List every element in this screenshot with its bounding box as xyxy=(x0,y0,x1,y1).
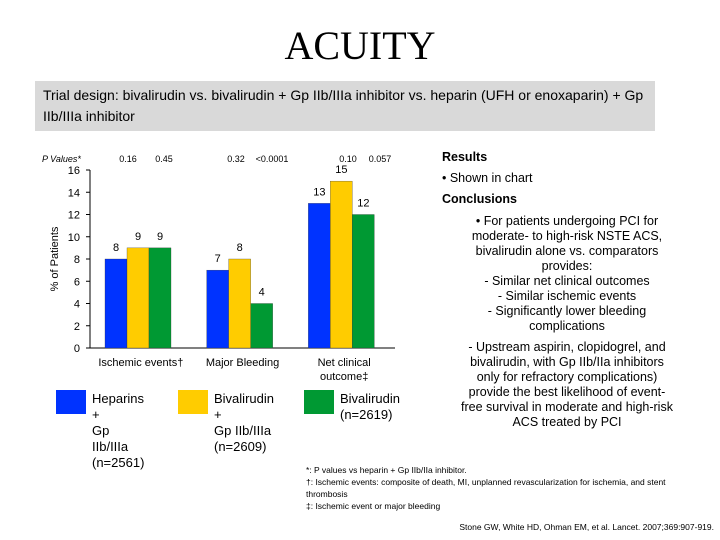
results-panel xyxy=(442,150,692,430)
bar-value-label: 15 xyxy=(335,164,348,177)
x-category-label: Net clinical xyxy=(317,357,371,369)
conclusion-line: bivalirudin alone vs. comparators xyxy=(475,244,659,258)
bar xyxy=(251,304,273,349)
bar-value-label: 12 xyxy=(357,197,370,210)
legend-label-line: (n=2619) xyxy=(340,407,393,422)
bar-value-label: 4 xyxy=(258,286,265,299)
bar xyxy=(308,203,330,348)
results-bullet: • Shown in chart xyxy=(442,171,533,185)
legend-label-line: (n=2609) xyxy=(214,439,267,454)
p-value: 0.45 xyxy=(155,154,173,164)
conclusion-subitem: - Significantly lower bleeding xyxy=(487,304,647,318)
bar-value-label: 8 xyxy=(112,242,120,254)
y-tick-label: 4 xyxy=(73,298,80,311)
y-axis-label: % of Patients xyxy=(49,226,61,292)
bar-value-label: 7 xyxy=(214,253,221,266)
bar-value-label: 9 xyxy=(156,230,164,243)
slide-title: ACUITY xyxy=(284,23,436,68)
legend-label-line: Gp IIb/IIIa xyxy=(214,423,272,438)
footnote: ‡: Ischemic event or major bleeding xyxy=(306,501,441,511)
p-value: 0.16 xyxy=(119,154,137,164)
legend-label xyxy=(214,391,274,455)
footnotes xyxy=(306,464,706,512)
legend-swatch xyxy=(304,390,334,414)
conclusion-subitem: - Similar net clinical outcomes xyxy=(484,274,650,288)
conclusion-line: provide the best likelihood of event- xyxy=(468,385,666,399)
x-category-label: Ischemic events† xyxy=(98,357,184,369)
conclusion-line: only for refractory complications) xyxy=(476,370,658,384)
bar xyxy=(229,259,251,348)
p-values-label: P Values* xyxy=(42,154,81,164)
y-tick-label: 6 xyxy=(73,276,80,289)
conclusion-line: provides: xyxy=(541,259,593,273)
y-tick-label: 2 xyxy=(73,320,80,333)
citation: Stone GW, White HD, Ohman EM, et al. Lancet. 2007;369:907-919. xyxy=(459,522,714,532)
conclusions-heading: Conclusions xyxy=(442,192,518,206)
legend-label-line: Bivalirudin xyxy=(340,391,400,406)
conclusion-line: moderate- to high-risk NSTE ACS, xyxy=(471,229,663,243)
y-tick-label: 0 xyxy=(73,343,80,355)
bar-value-label: 13 xyxy=(313,186,326,199)
conclusion-intro xyxy=(442,214,692,334)
p-value: 0.32 xyxy=(227,154,245,164)
legend-swatch xyxy=(56,390,86,414)
legend-label-line: Heparins + xyxy=(92,391,145,422)
results-heading: Results xyxy=(442,150,488,164)
bar xyxy=(207,270,229,348)
x-category-label: Major Bleeding xyxy=(205,357,280,369)
bar xyxy=(127,248,149,348)
conclusion-second xyxy=(442,340,692,430)
legend-label-line: (n=2561) xyxy=(92,455,145,470)
y-tick-label: 10 xyxy=(67,231,80,244)
bar xyxy=(352,215,374,349)
conclusion-subitem: complications xyxy=(529,319,605,333)
legend-label-line: Bivalirudin + xyxy=(214,391,274,422)
bar xyxy=(149,248,171,348)
p-value: 0.10 xyxy=(339,154,357,164)
y-tick-label: 14 xyxy=(67,187,80,200)
bar xyxy=(105,259,127,348)
footnote: †: Ischemic events: composite of death, MI, unplanned revascularization for ischemia, and stent thrombosis xyxy=(306,477,666,499)
legend-swatch xyxy=(178,390,208,414)
conclusion-line: ACS treated by PCI xyxy=(512,415,622,429)
legend-label xyxy=(340,391,400,423)
footnote: *: P values vs heparin + Gp IIb/IIa inhibitor. xyxy=(306,465,467,475)
y-tick-label: 12 xyxy=(67,209,80,222)
conclusion-subitem: - Similar ischemic events xyxy=(497,289,637,303)
conclusion-line: - Upstream aspirin, clopidogrel, and xyxy=(468,340,666,354)
conclusion-line: bivalirudin, with Gp IIb/IIa inhibitors xyxy=(470,355,664,369)
trial-design-box: Trial design: bivalirudin vs. bivalirudin + Gp IIb/IIIa inhibitor vs. heparin (UFH or enoxaparin) + Gp IIb/IIIa inhibitor xyxy=(35,81,655,131)
conclusion-line: • For patients undergoing PCI for xyxy=(475,214,659,228)
y-tick-label: 16 xyxy=(67,165,80,177)
p-value: 0.057 xyxy=(368,154,392,164)
bar-value-label: 8 xyxy=(236,242,243,254)
p-value: <0.0001 xyxy=(255,154,289,164)
y-tick-label: 8 xyxy=(73,254,80,266)
bar-value-label: 9 xyxy=(134,230,142,243)
bar xyxy=(330,181,352,348)
x-category-label: outcome‡ xyxy=(320,371,369,383)
conclusion-line: free survival in moderate and high-risk xyxy=(461,400,673,414)
legend-label-line: Gp IIb/IIIa xyxy=(92,423,129,454)
legend-label xyxy=(92,391,144,471)
